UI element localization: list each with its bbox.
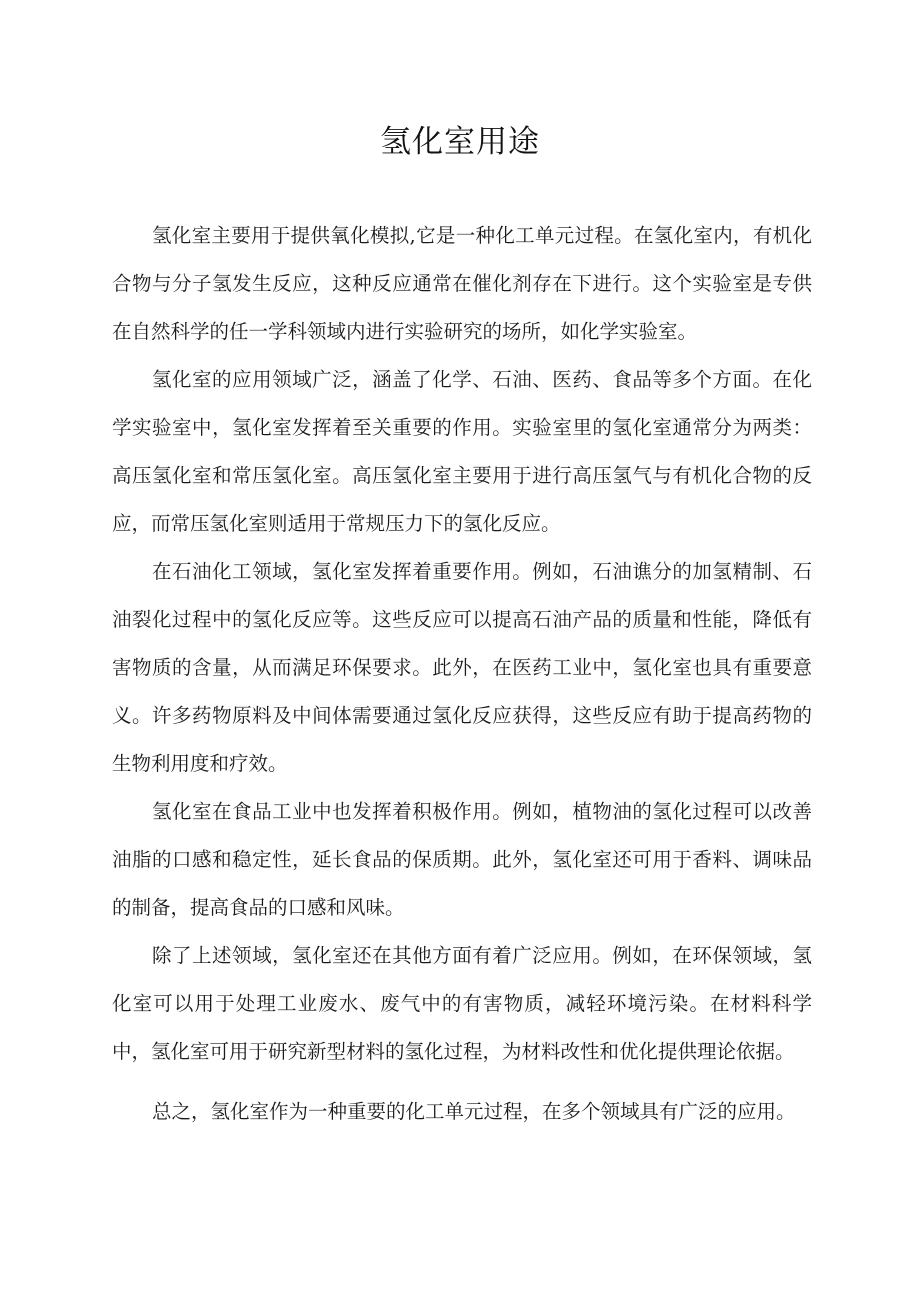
paragraph-petrochemical: 在石油化工领域，氢化室发挥着重要作用。例如，石油谯分的加氢精制、石油裂化过程中的氢化反应等。这些反应可以提高石油产品的质量和性能，降低有害物质的含量，从而满足环保要求。此外，在医药工业中，氢化室也具有重要意义。许多药物原料及中间体需要通过氢化反应获得，这些反应有助于提高药物的生物利用度和疗效。 [112, 560, 812, 775]
paragraph-other-fields: 除了上述领域，氢化室还在其他方面有着广泛应用。例如，在环保领域，氢化室可以用于处理工业废水、废气中的有害物质，减轻环境污染。在材料科学中，氢化室可用于研究新型材料的氢化过程，为材料改性和优化提供理论依据。 [112, 944, 812, 1063]
paragraph-summary: 总之，氢化室作为一种重要的化工单元过程，在多个领域具有广泛的应用。 [152, 1100, 796, 1123]
paragraph-intro: 氢化室主要用于提供氧化模拟,它是一种化工单元过程。在氢化室内，有机化合物与分子氢发生反应，这种反应通常在催化剂存在下进行。这个实验室是专供在自然科学的任一学科领域内进行实验研究的场所，如化学实验室。 [112, 224, 812, 343]
document-title: 氢化室用途 [380, 124, 540, 160]
paragraph-food-industry: 氢化室在食品工业中也发挥着积极作用。例如，植物油的氢化过程可以改善油脂的口感和稳定性，延长食品的保质期。此外，氢化室还可用于香料、调味品的制备，提高食品的口感和风味。 [112, 800, 812, 919]
document-body [112, 212, 812, 1136]
paragraph-applications: 氢化室的应用领域广泛，涵盖了化学、石油、医药、食品等多个方面。在化学实验室中，氢化室发挥着至关重要的作用。实验室里的氢化室通常分为两类：高压氢化室和常压氢化室。高压氢化室主要用于进行高压氢气与有机化合物的反应，而常压氢化室则适用于常规压力下的氢化反应。 [112, 368, 812, 535]
